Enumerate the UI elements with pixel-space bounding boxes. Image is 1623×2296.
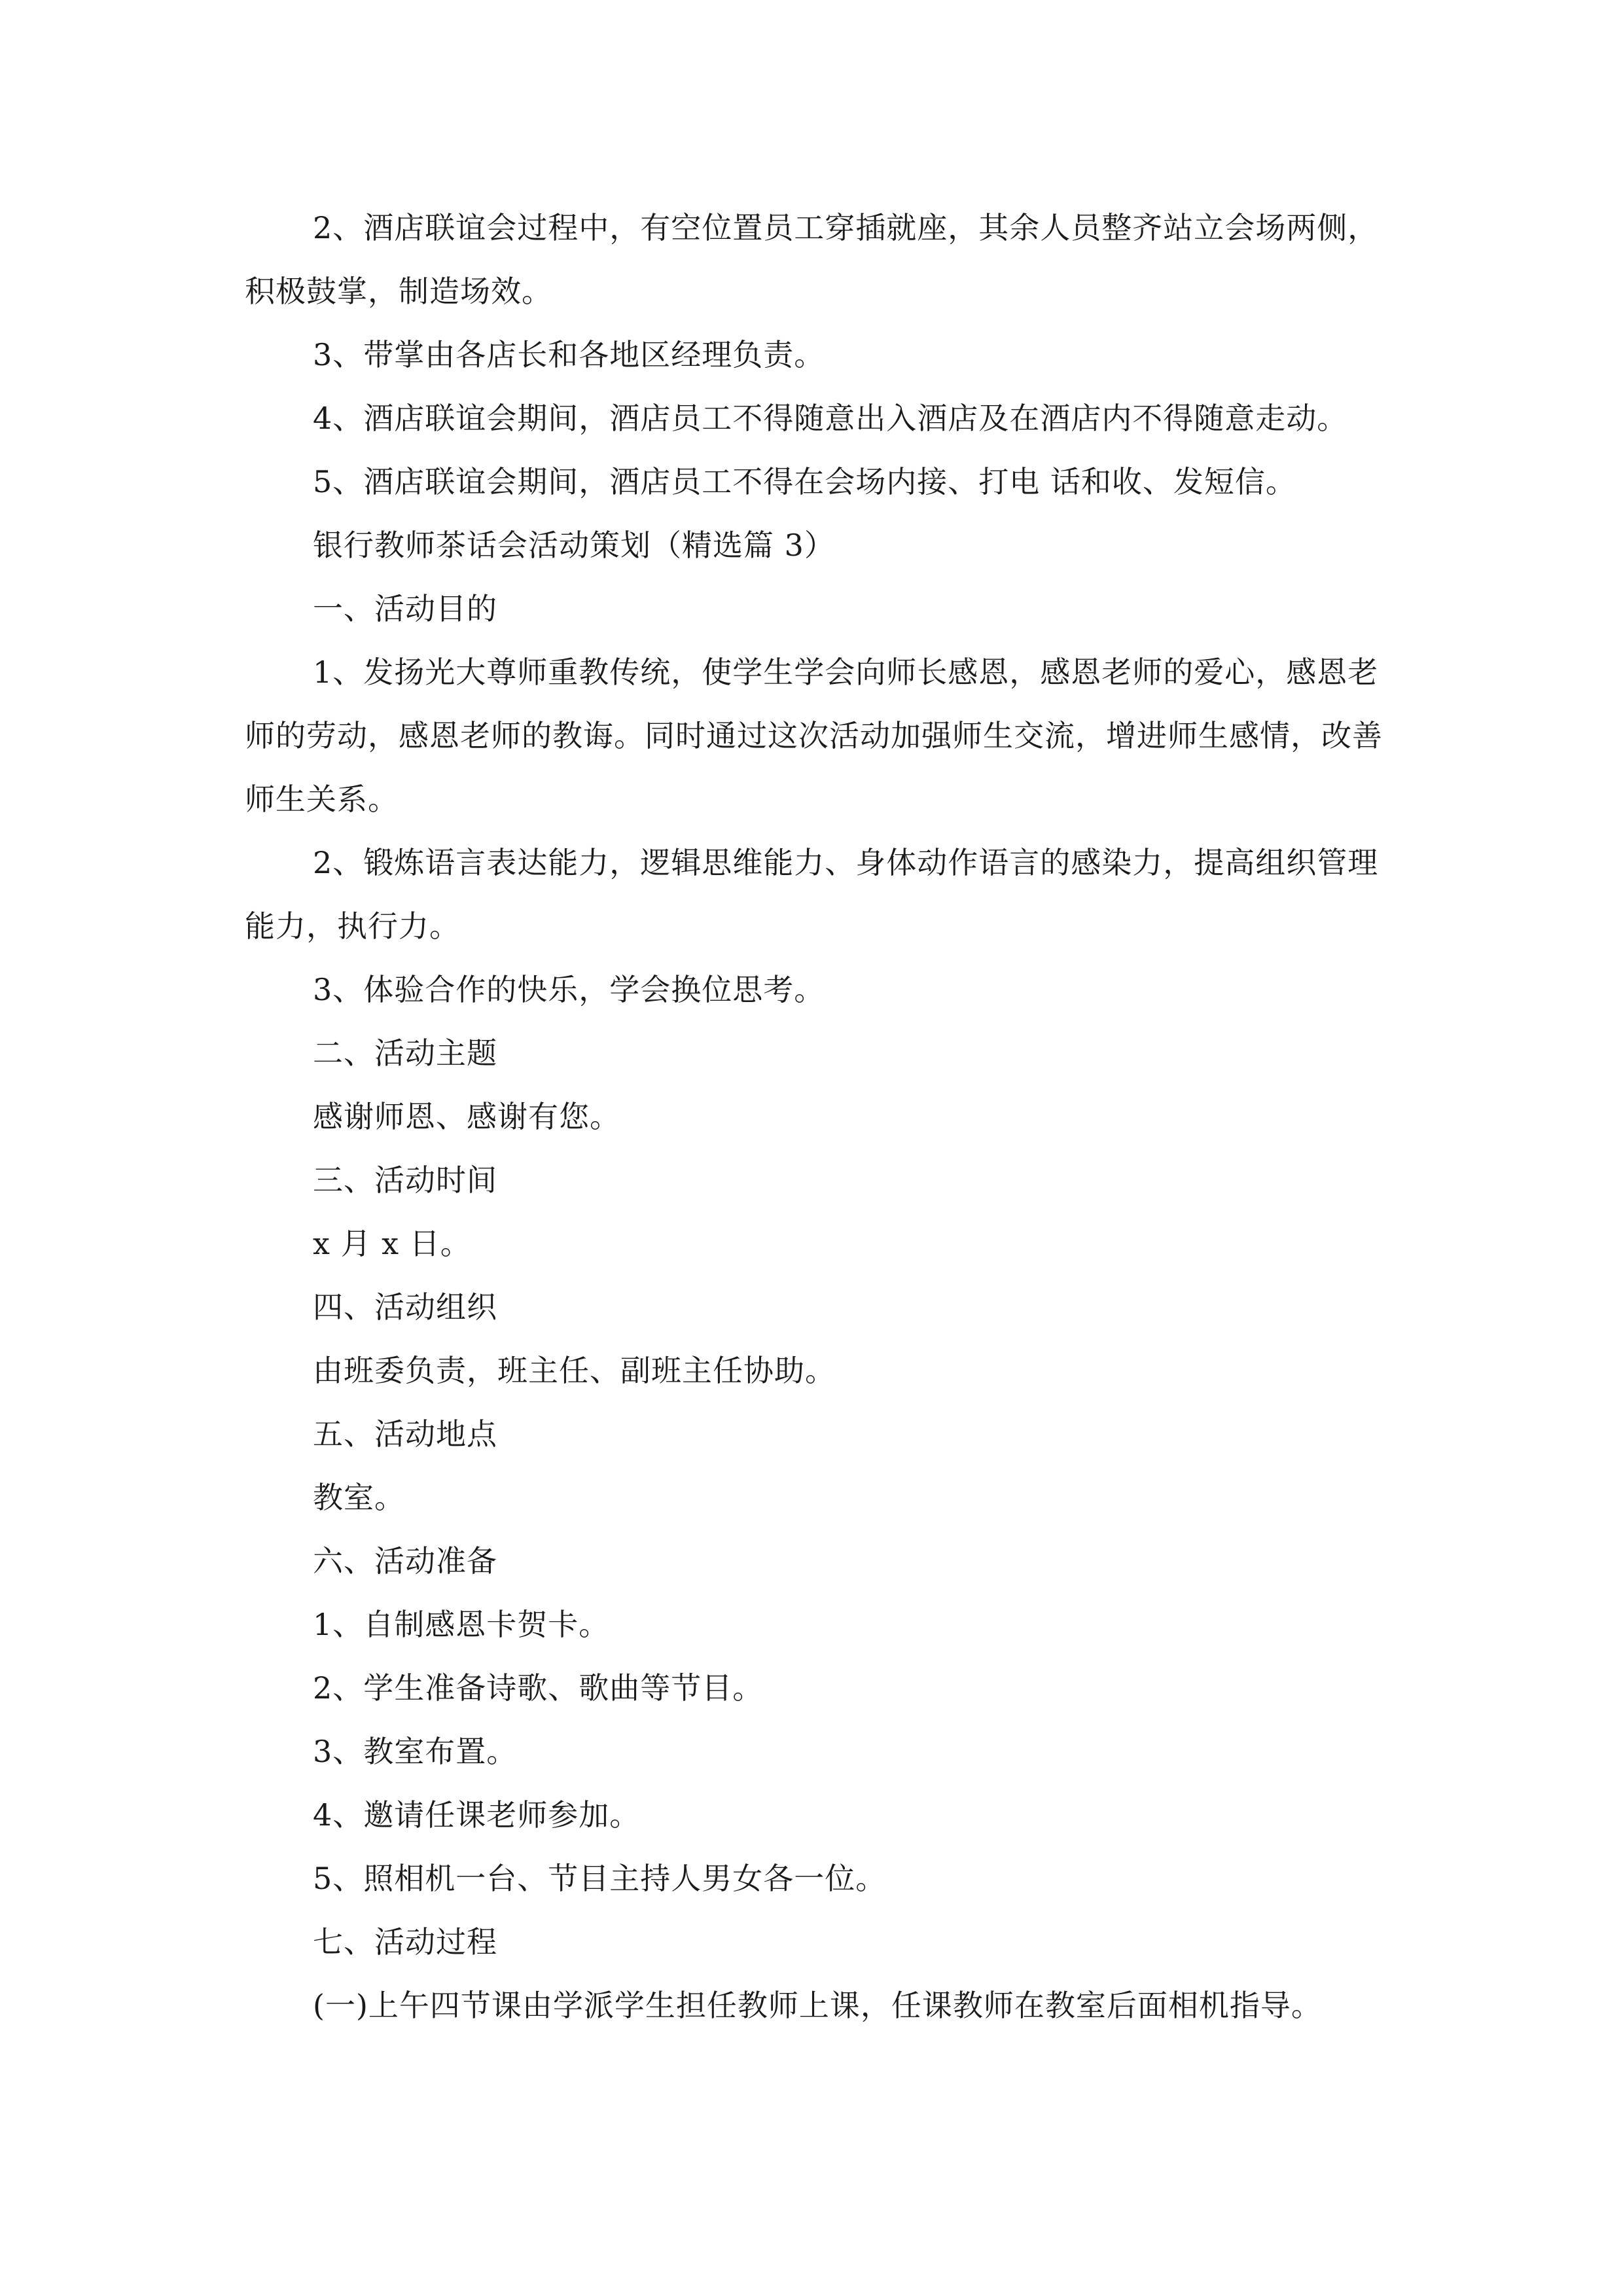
- list-item-preparation-4: 4、邀请任课老师参加。: [313, 1797, 641, 1833]
- heading-preparation: 六、活动准备: [313, 1543, 497, 1579]
- paragraph-purpose-3: 3、体验合作的快乐，学会换位思考。: [313, 972, 825, 1007]
- paragraph-time: x 月 x 日。: [313, 1226, 471, 1261]
- paragraph-location: 教室。: [313, 1480, 405, 1515]
- list-item-preparation-5: 5、照相机一台、节目主持人男女各一位。: [313, 1861, 887, 1896]
- paragraph-theme: 感谢师恩、感谢有您。: [313, 1099, 620, 1134]
- heading-process: 七、活动过程: [313, 1924, 497, 1960]
- list-item-preparation-1: 1、自制感恩卡贺卡。: [313, 1607, 610, 1642]
- heading-theme: 二、活动主题: [313, 1035, 497, 1071]
- document-body: [245, 196, 1383, 2037]
- heading-organization: 四、活动组织: [313, 1289, 497, 1325]
- paragraph-process-1: (一)上午四节课由学派学生担任教师上课，任课教师在教室后面相机指导。: [313, 1988, 1322, 2023]
- list-item-preparation-2: 2、学生准备诗歌、歌曲等节目。: [313, 1670, 764, 1706]
- paragraph-hotel-rule-5: 5、酒店联谊会期间，酒店员工不得在会场内接、打电 话和收、发短信。: [313, 464, 1296, 499]
- paragraph-purpose-2: 2、锻炼语言表达能力，逻辑思维能力、身体动作语言的感染力，提高组织管理能力，执行力。: [245, 845, 1379, 944]
- paragraph-hotel-rule-3: 3、带掌由各店长和各地区经理负责。: [313, 337, 825, 372]
- paragraph-purpose-1: 1、发扬光大尊师重教传统，使学生学会向师长感恩，感恩老师的爱心，感恩老师的劳动，感恩老师的教诲。同时通过这次活动加强师生交流，增进师生感情，改善师生关系。: [245, 655, 1383, 817]
- list-item-preparation-3: 3、教室布置。: [313, 1734, 518, 1769]
- paragraph-hotel-rule-4: 4、酒店联谊会期间，酒店员工不得随意出入酒店及在酒店内不得随意走动。: [313, 401, 1348, 436]
- heading-location: 五、活动地点: [313, 1416, 497, 1452]
- heading-purpose: 一、活动目的: [313, 591, 497, 626]
- paragraph-hotel-rule-2: 2、酒店联谊会过程中，有空位置员工穿插就座，其余人员整齐站立会场两侧，积极鼓掌，制造场效。: [245, 210, 1379, 309]
- paragraph-organization: 由班委负责，班主任、副班主任协助。: [313, 1353, 836, 1388]
- heading-time: 三、活动时间: [313, 1162, 497, 1198]
- section-title: 银行教师茶话会活动策划（精选篇 3）: [313, 528, 835, 563]
